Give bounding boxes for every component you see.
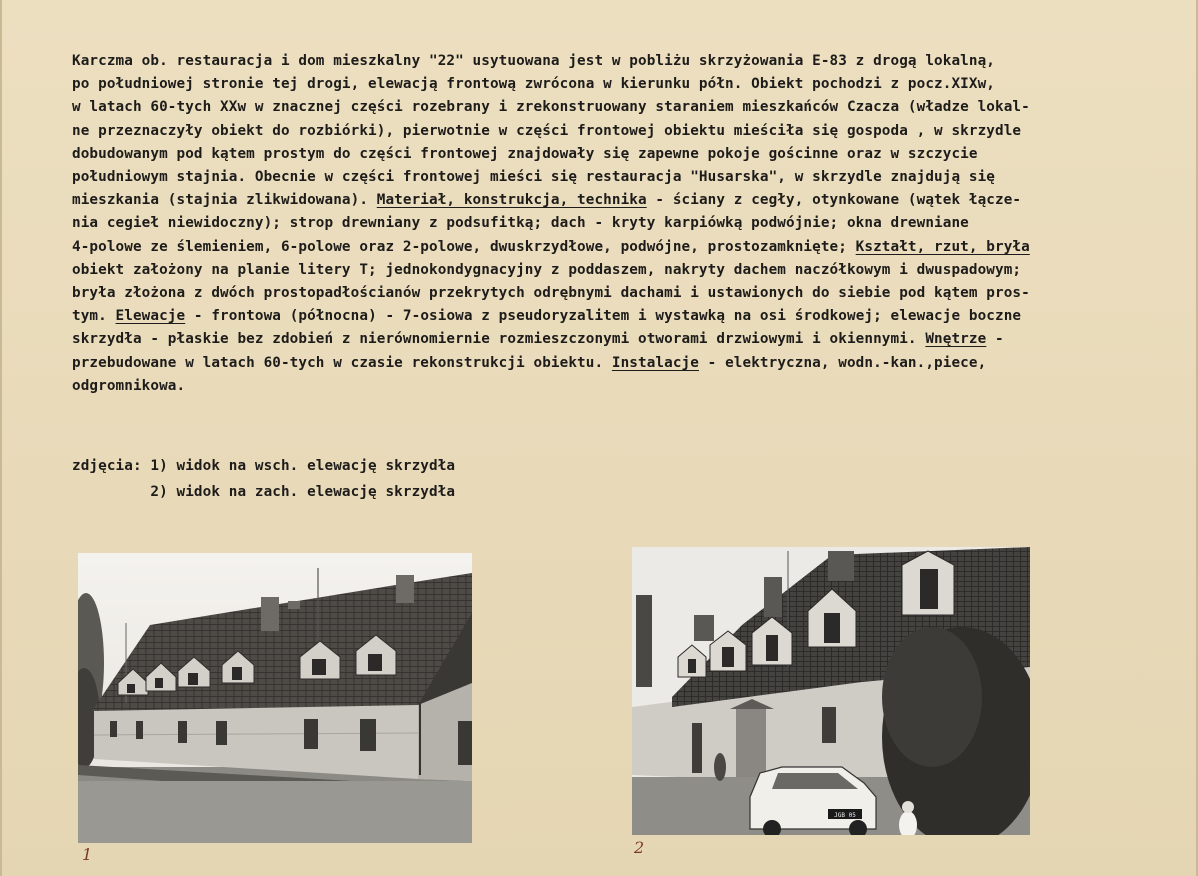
text-line: mieszkania (stajnia zlikwidowana). Materiał, konstrukcja, technika - ściany z cegły, otynkowane (wątek łącze- [72, 192, 1022, 209]
text-line: południowym stajnia. Obecnie w części frontowej mieści się restauracja "Husarska", w skrzydle znajdują się [72, 169, 995, 186]
heading-material: Materiał, konstrukcja, technika [376, 192, 647, 209]
text-line: 4-polowe ze ślemieniem, 6-polowe oraz 2-polowe, dwuskrzydłowe, podwójne, prostozamknięte; Kształt, rzut, bryła [72, 238, 1030, 255]
text-line: odgromnikowa. [72, 377, 186, 394]
caption-line: zdjęcia: 1) widok na wsch. elewację skrzydła [72, 458, 456, 474]
photo-captions [72, 453, 455, 505]
heading-installations: Instalacje [611, 354, 699, 371]
photo-east-elevation [78, 553, 472, 843]
text-line: dobudowanym pod kątem prostym do części frontowej znajdowały się zapewne pokoje gościnne oraz w szczycie [72, 145, 978, 162]
text-line: tym. Elewacje - frontowa (północna) - 7-osiowa z pseudoryzalitem i wystawką na osi środkowej; elewacje boczne [72, 308, 1022, 325]
text-line: ne przeznaczyły obiekt do rozbiórki), pierwotnie w części frontowej obiektu mieściła się gospoda , w skrzydle [72, 122, 1022, 139]
text-line: skrzydła - płaskie bez zdobień z nierównomiernie rozmieszczonymi otworami drzwiowymi i okiennymi. Wnętrze - [72, 331, 1004, 348]
heading-elevations: Elewacje [115, 308, 186, 325]
text-line: przebudowane w latach 60-tych w czasie rekonstrukcji obiektu. Instalacje - elektryczna, wodn.-kan.,piece, [72, 354, 987, 371]
photo-number: 1 [82, 845, 93, 864]
text-line: Karczma ob. restauracja i dom mieszkalny "22" usytuowana jest w pobliżu skrzyżowania E-83 z drogą lokalną, [72, 53, 995, 69]
text-line: po południowej stronie tej drogi, elewacją frontową zwrócona w kierunku półn. Obiekt pochodzi z pocz.XIXw, [72, 76, 995, 93]
text-line: nia cegieł niewidoczny); strop drewniany z podsufitką; dach - kryty karpiówką podwójnie; okna drewniane [72, 215, 969, 232]
heading-interior: Wnętrze [925, 331, 987, 348]
text-line: bryła złożona z dwóch prostopadłościanów przekrytych odrębnymi dachami i ustawionych do siebie pod kątem pros- [72, 285, 1030, 302]
heading-shape: Kształt, rzut, bryła [855, 238, 1030, 255]
text-line: w latach 60-tych XXw w znacznej części rozebrany i zrekonstruowany staraniem mieszkańców Czacza (władze lokal- [72, 99, 1030, 116]
caption-line: 2) widok na zach. elewację skrzydła [72, 484, 456, 500]
text-line: obiekt założony na planie litery T; jednokondygnacyjny z poddaszem, nakryty dachem naczółkowym i dwuspadowym; [72, 261, 1022, 278]
description-text [72, 50, 1192, 398]
car-plate: JGB 05 [834, 812, 856, 819]
photo-west-elevation [632, 547, 1030, 835]
photo-number: 2 [634, 838, 645, 857]
